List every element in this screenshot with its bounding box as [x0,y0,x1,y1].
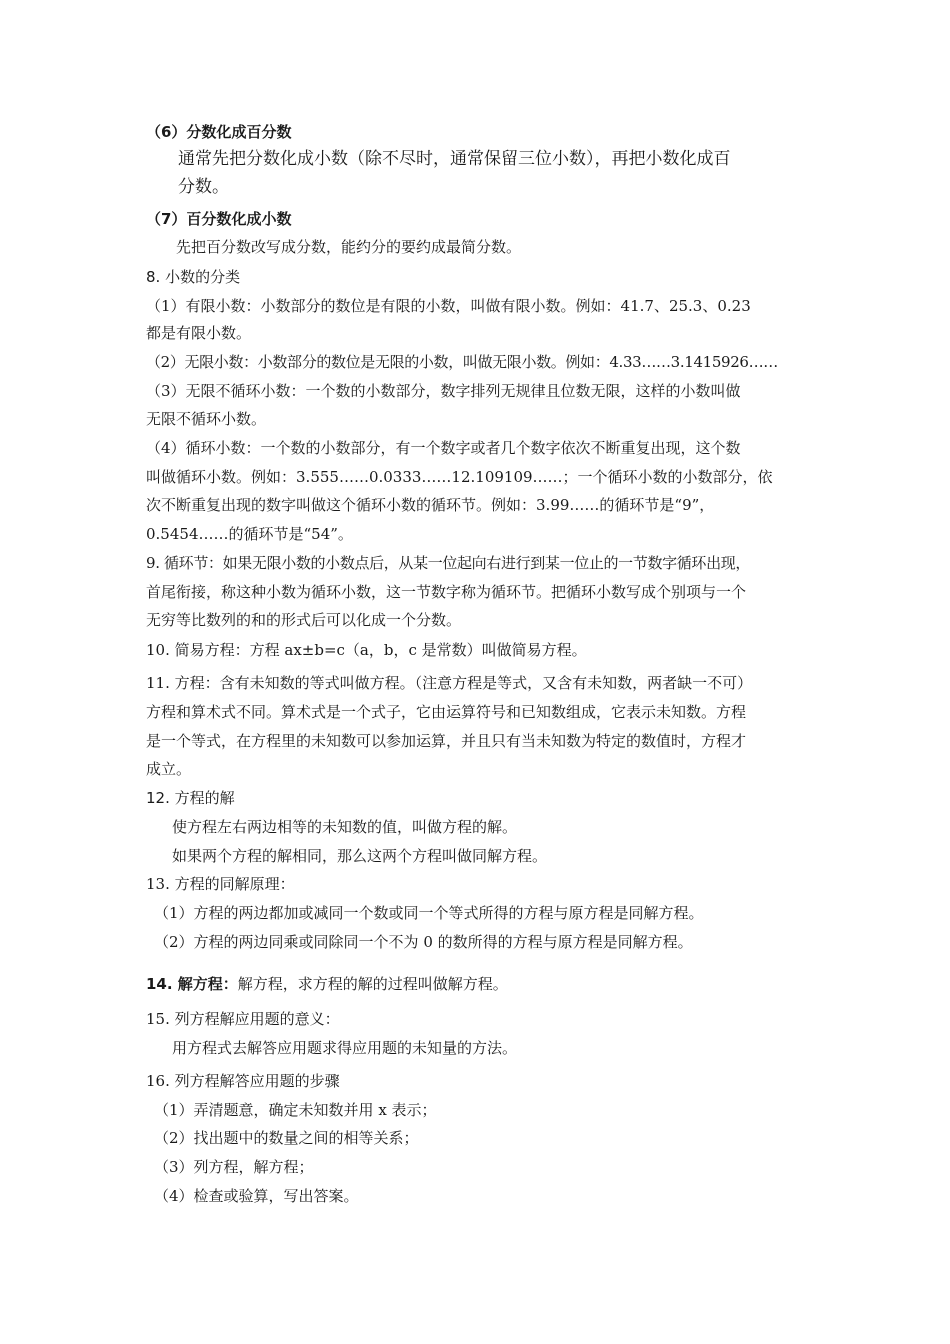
body-text: 如果两个方程的解相同，那么这两个方程叫做同解方程。 [172,847,548,865]
body-text: 无穷等比数列的和的形式后可以化成一个分数。 [146,611,462,629]
body-text: 叫做循环小数。例如：3.555……0.0333……12.109109……；一个循环小数的小数部分，依 [146,468,773,486]
subheading-percent-to-decimal: （7）百分数化成小数 [146,210,292,228]
body-text: 使方程左右两边相等的未知数的值，叫做方程的解。 [172,818,518,836]
body-text: 通常先把分数化成小数（除不尽时，通常保留三位小数），再把小数化成百 [178,149,731,169]
term-definition: 解方程，求方程的解的过程叫做解方程。 [237,975,508,993]
list-item: （4）检查或验算，写出答案。 [154,1187,359,1205]
body-text: 都是有限小数。 [146,324,252,342]
section-heading-14 [146,977,508,992]
section-heading-16: 16. 列方程解答应用题的步骤 [146,1072,340,1090]
body-text: 首尾衔接，称这种小数为循环小数，这一节数字称为循环节。把循环小数写成个别项与一个 [146,583,747,601]
body-text: 用方程式去解答应用题求得应用题的未知量的方法。 [172,1039,518,1057]
list-item: （1）方程的两边都加或减同一个数或同一个等式所得的方程与原方程是同解方程。 [154,904,704,922]
section-heading-12: 12. 方程的解 [146,789,235,807]
list-item: （1）弄清题意，确定未知数并用 x 表示； [154,1101,437,1119]
body-text: 分数。 [178,177,229,197]
term-label: 14. 解方程： [146,975,238,993]
body-text: 先把百分数改写成分数，能约分的要约成最简分数。 [176,238,522,256]
body-text: （3）无限不循环小数：一个数的小数部分，数字排列无规律且位数无限，这样的小数叫做 [146,382,741,400]
section-heading-9: 9. 循环节：如果无限小数的小数点后，从某一位起向右进行到某一位止的一节数字循环出现， [146,554,751,572]
list-item: （3）列方程，解方程； [154,1158,314,1176]
section-heading-13: 13. 方程的同解原理： [146,875,295,893]
section-heading-15: 15. 列方程解应用题的意义： [146,1010,340,1028]
body-text: 无限不循环小数。 [146,410,267,428]
body-text: （1）有限小数：小数部分的数位是有限的小数，叫做有限小数。例如：41.7、25.3、0.23 [146,297,751,315]
body-text: （4）循环小数：一个数的小数部分，有一个数字或者几个数字依次不断重复出现，这个数 [146,439,741,457]
list-item: （2）方程的两边同乘或同除同一个不为 0 的数所得的方程与原方程是同解方程。 [154,933,693,951]
list-item: （2）找出题中的数量之间的相等关系； [154,1129,419,1147]
body-text: 0.5454……的循环节是“54”。 [146,525,353,543]
section-heading-11: 11. 方程：含有未知数的等式叫做方程。（注意方程是等式，又含有未知数，两者缺一不可） [146,674,753,692]
subheading-fraction-to-percent: （6）分数化成百分数 [146,123,292,141]
body-text: 方程和算术式不同。算术式是一个式子，它由运算符号和已知数组成，它表示未知数。方程 [146,703,747,721]
body-text: 次不断重复出现的数字叫做这个循环小数的循环节。例如：3.99……的循环节是“9”， [146,496,715,514]
section-heading-8: 8. 小数的分类 [146,268,241,286]
body-text: 是一个等式，在方程里的未知数可以参加运算，并且只有当未知数为特定的数值时，方程才 [146,732,747,750]
body-text: （2）无限小数：小数部分的数位是无限的小数，叫做无限小数。例如：4.33……3.1415926…… [146,353,778,371]
section-heading-10: 10. 简易方程：方程 ax±b=c（a，b，c 是常数）叫做简易方程。 [146,641,587,659]
body-text: 成立。 [146,760,192,778]
